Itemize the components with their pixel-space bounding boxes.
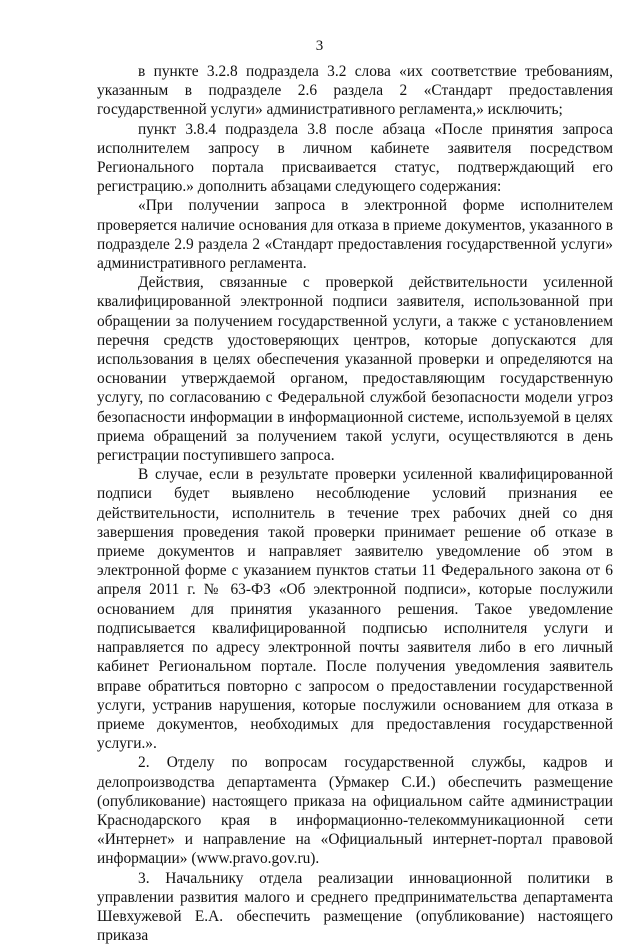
document-body	[97, 62, 613, 945]
paragraph-5: В случае, если в результате проверки усиленной квалифицированной подписи будет выявлено несоблюдение условий признания ее действительности, исполнитель в течение трех рабочих дней со дня завершения проведения такой проверки принимает решение об отказе в приеме документов и направляет заявителю уведомление об этом в электронной форме с указанием пунктов статьи 11 Федерального закона от 6 апреля 2011 г. № 63-ФЗ «Об электронной подписи», которые послужили основанием для принятия указанного решения. Такое уведомление подписывается квалифицированной подписью исполнителя услуги и направляется по адресу электронной почты заявителя либо в его личный кабинет Региональном портале. После получения уведомления заявитель вправе обратиться повторно с запросом о предоставлении государственной услуги, устранив нарушения, которые послужили основанием для отказа в приеме документов, необходимых для предоставления государственной услуги.».	[97, 466, 613, 753]
paragraph-3: «При получении запроса в электронной форме исполнителем проверяется наличие основания для отказа в приеме документов, указанного в подразделе 2.9 раздела 2 «Стандарт предоставления государственной услуги» административного регламента.	[97, 197, 613, 273]
paragraph-2: пункт 3.8.4 подраздела 3.8 после абзаца «После принятия запроса исполнителем запросу в личном кабинете заявителя посредством Регионального портала присваивается статус, подтверждающий его регистрацию.» дополнить абзацами следующего содержания:	[97, 120, 613, 196]
page-number: 3	[315, 38, 324, 54]
paragraph-4: Действия, связанные с проверкой действительности усиленной квалифицированной электронной подписи заявителя, использованной при обращении за получением государственной услуги, а также с установлением перечня средств удостоверяющих центров, которые допускаются для использования в целях обеспечения указанной проверки и определяются на основании утверждаемой органом, предоставляющим государственную услугу, по согласованию с Федеральной службой безопасности модели угроз безопасности информации в информационной системе, используемой в целях приема обращений за получением такой услуги, осуществляются в день регистрации поступившего запроса.	[97, 274, 613, 465]
paragraph-6: 2. Отделу по вопросам государственной службы, кадров и делопроизводства департамента (Урмакер С.И.) обеспечить размещение (опубликование) настоящего приказа на официальном сайте администрации Краснодарского края в информационно-телекоммуникационной сети «Интернет» и направление на «Официальный интернет-портал правовой информации» (www.pravo.gov.ru).	[97, 754, 613, 868]
paragraph-1: в пункте 3.2.8 подраздела 3.2 слова «их соответствие требованиям, указанным в подразделе 2.6 раздела 2 «Стандарт предоставления государственной услуги» административного регламента,» исключить;	[97, 63, 613, 119]
paragraph-7: 3. Начальнику отдела реализации инновационной политики в управлении развития малого и среднего предпринимательства департамента Шевхужевой Е.А. обеспечить размещение (опубликование) настоящего приказа	[97, 869, 613, 945]
